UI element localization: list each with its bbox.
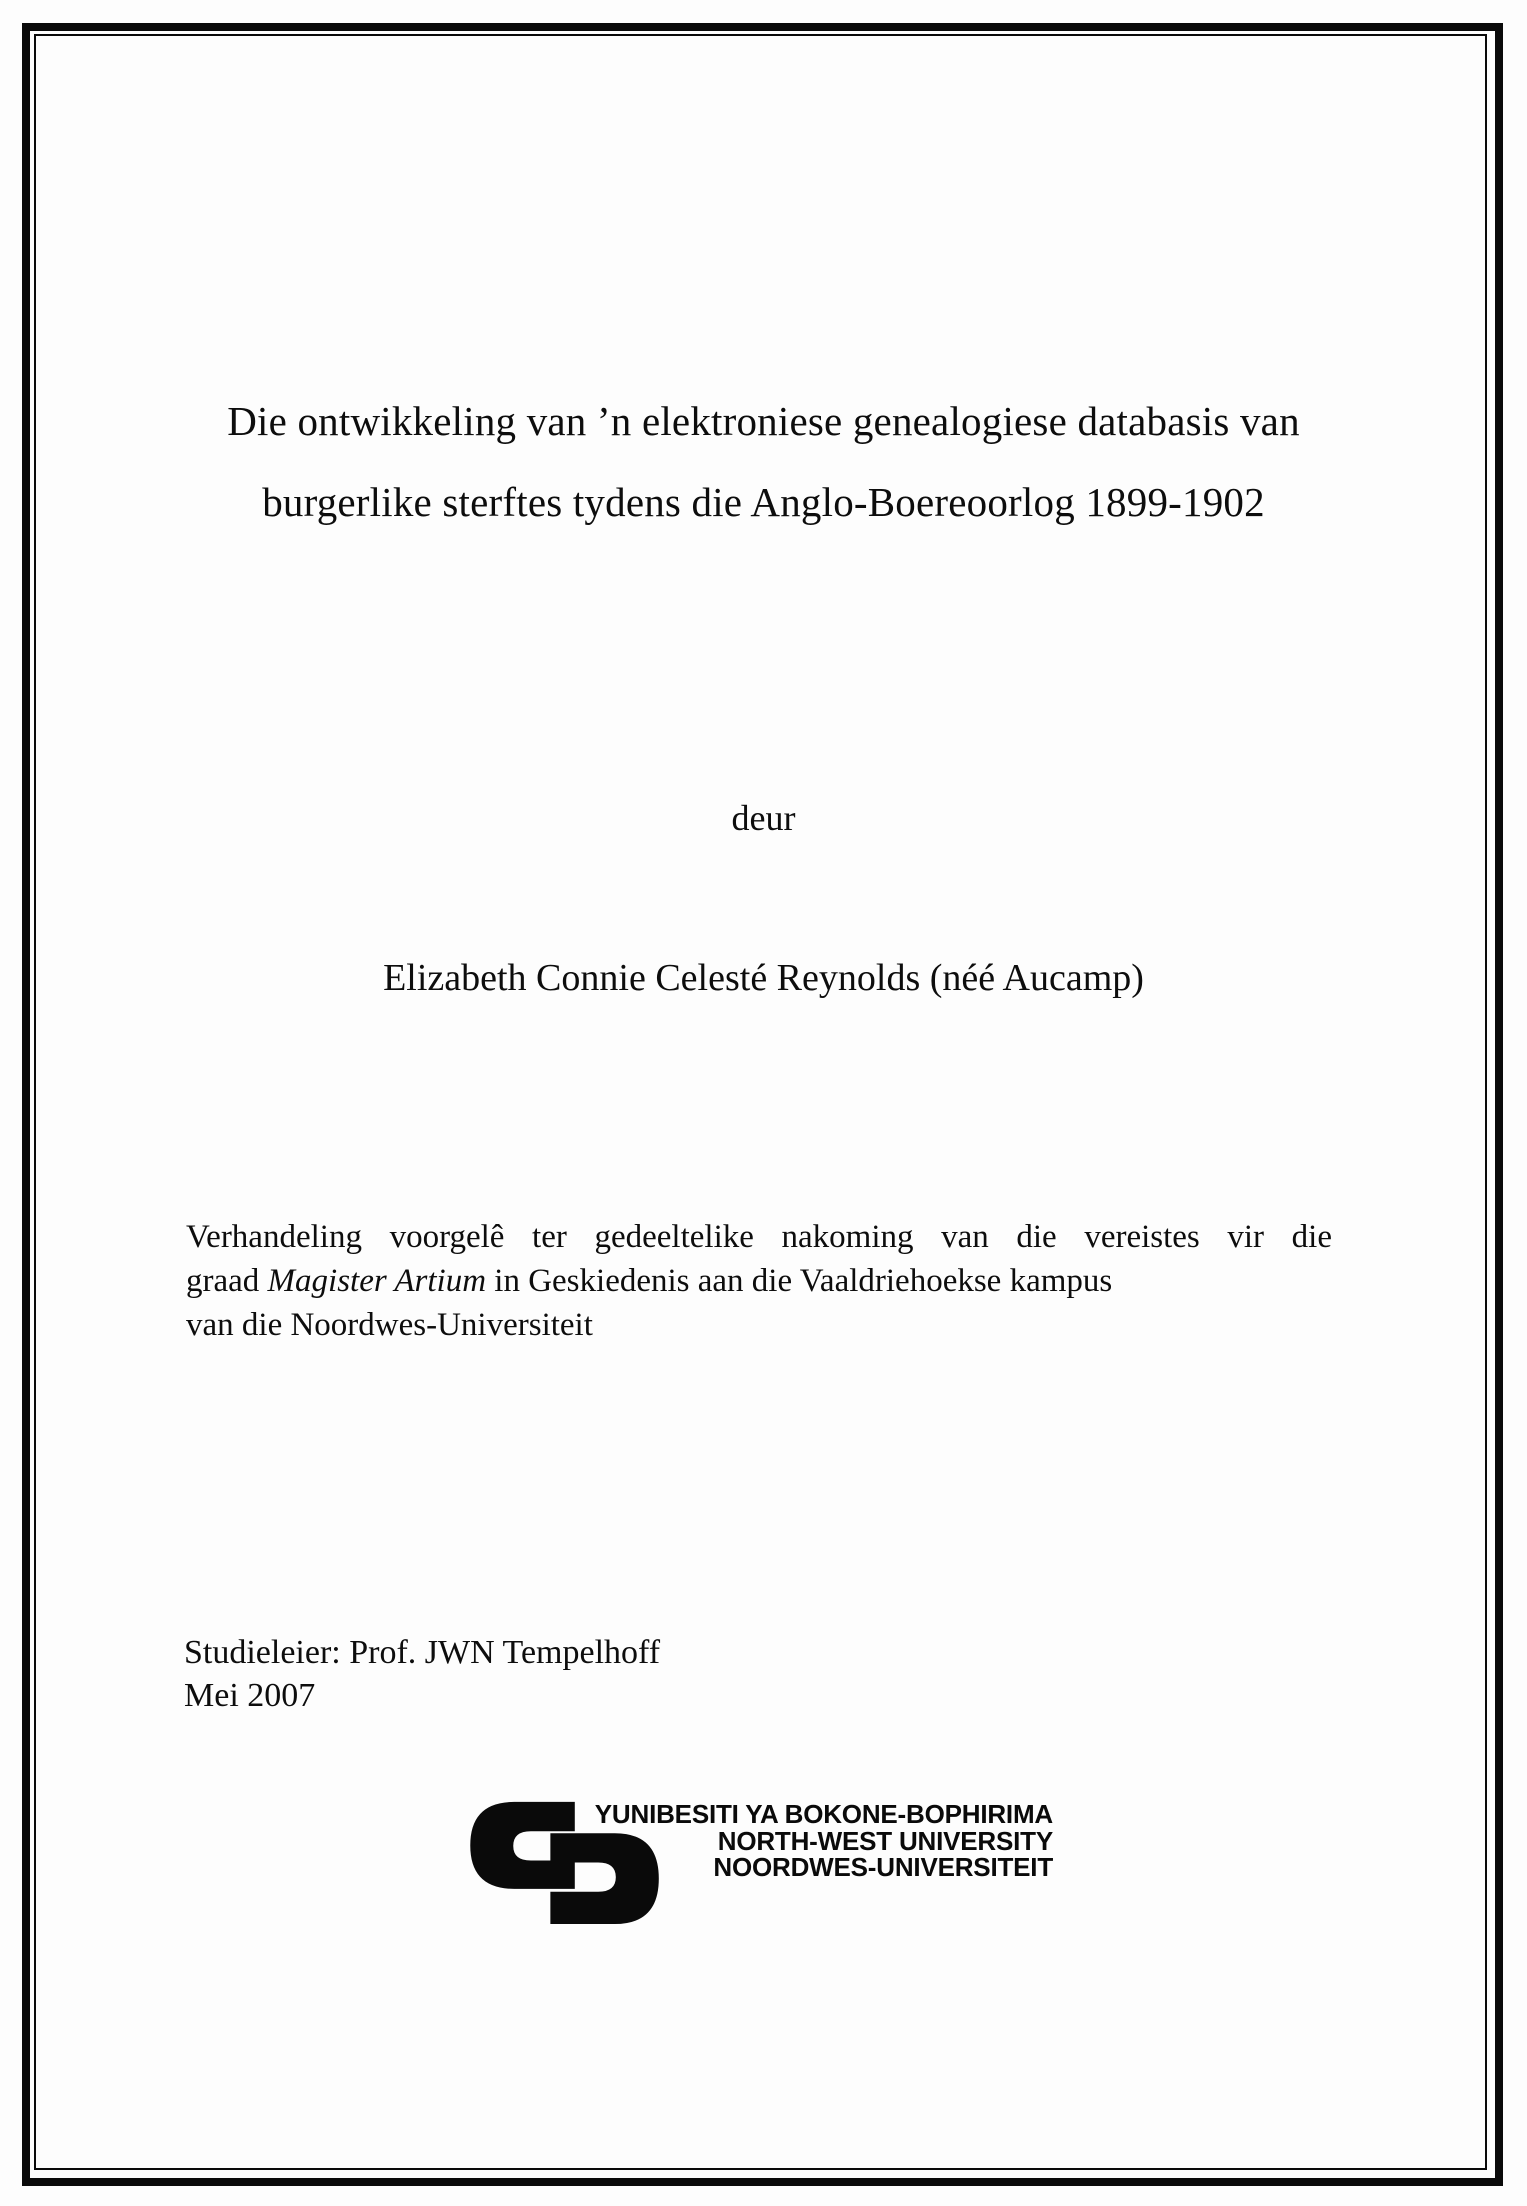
byline-deur: deur xyxy=(731,798,796,838)
degree-statement-degree-name: Magister Artium xyxy=(267,1263,487,1299)
author-name: Elizabeth Connie Celesté Reynolds (néé Aucamp) xyxy=(383,957,1144,999)
logo-text-line3: NOORDWES-UNIVERSITEIT xyxy=(713,1852,1053,1882)
degree-statement xyxy=(186,1215,1332,1347)
degree-statement-line3: van die Noordwes-Universiteit xyxy=(186,1307,593,1343)
date-line: Mei 2007 xyxy=(184,1677,316,1714)
supervisor-line: Studieleier: Prof. JWN Tempelhoff xyxy=(184,1634,661,1671)
thesis-title-line1: Die ontwikkeling van ’n elektroniese genealogiese databasis van xyxy=(227,398,1300,444)
degree-statement-line1: Verhandeling voorgelê ter gedeeltelike nakoming van die vereistes vir die xyxy=(186,1219,1332,1255)
degree-statement-line2 xyxy=(186,1259,1332,1303)
logo-text-line2: NORTH-WEST UNIVERSITY xyxy=(717,1825,1053,1856)
thesis-title-line2: burgerlike sterftes tydens die Anglo-Boereoorlog 1899-1902 xyxy=(262,479,1265,525)
university-logo-text xyxy=(595,1801,1053,1881)
degree-statement-line2-post: in Geskiedenis aan die Vaaldriehoekse kampus xyxy=(486,1263,1113,1299)
degree-statement-line2-pre: graad xyxy=(186,1263,268,1299)
logo-text-line1: YUNIBESITI YA BOKONE-BOPHIRIMA xyxy=(594,1799,1053,1829)
